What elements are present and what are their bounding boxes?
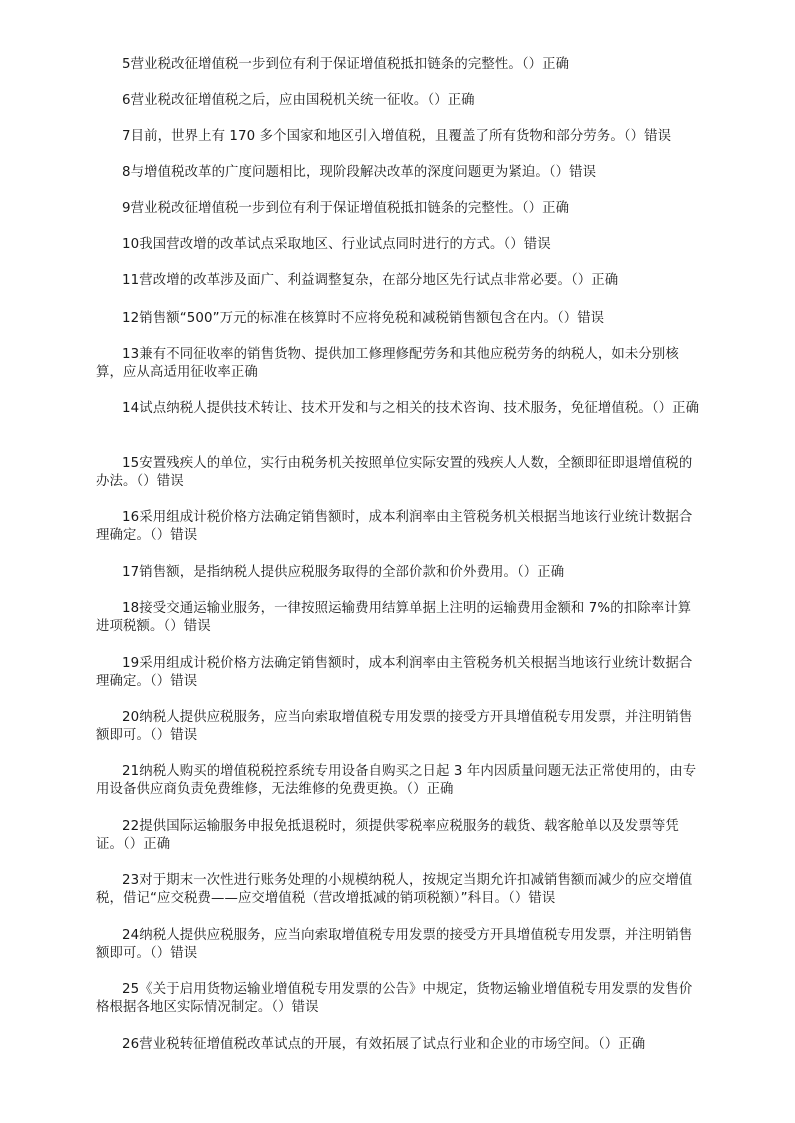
item-text: 8与增值税改革的广度问题相比，现阶段解决改革的深度问题更为紧迫。（）错误 [122, 165, 597, 180]
item-text: 25《关于启用货物运输业增值税专用发票的公告》中规定，货物运输业增值税专用发票的发售价格根据各地区实际情况制定。（）错误 [96, 982, 693, 1015]
item-text: 6营业税改征增值税之后，应由国税机关统一征收。（）正确 [122, 93, 475, 108]
item-text: 26营业税转征增值税改革试点的开展，有效拓展了试点行业和企业的市场空间。（）正确 [122, 1037, 646, 1052]
list-item [96, 346, 700, 382]
item-text: 24纳税人提供应税服务，应当向索取增值税专用发票的接受方开具增值税专用发票，并注明销售额即可。（）错误 [96, 928, 693, 961]
item-text: 16采用组成计税价格方法确定销售额时，成本利润率由主管税务机关根据当地该行业统计数据合理确定。（）错误 [96, 510, 693, 543]
list-item [122, 128, 702, 146]
list-item [96, 763, 700, 799]
item-text: 15安置残疾人的单位，实行由税务机关按照单位实际安置的残疾人人数，全额即征即退增值税的办法。（）错误 [96, 456, 693, 489]
list-item [96, 400, 700, 418]
list-item [122, 200, 702, 218]
item-text: 14试点纳税人提供技术转让、技术开发和与之相关的技术咨询、技术服务，免征增值税。（）正确 [122, 401, 700, 416]
list-item [96, 709, 700, 745]
item-text: 21纳税人购买的增值税税控系统专用设备自购买之日起 3 年内因质量问题无法正常使用的，由专用设备供应商负责免费维修，无法维修的免费更换。（）正确 [96, 764, 697, 797]
item-text: 10我国营改增的改革试点采取地区、行业试点同时进行的方式。（）错误 [122, 237, 551, 252]
list-item [96, 818, 700, 854]
list-item [96, 509, 700, 545]
item-text: 17销售额，是指纳税人提供应税服务取得的全部价款和价外费用。（）正确 [122, 565, 565, 580]
item-text: 18接受交通运输业服务，一律按照运输费用结算单据上注明的运输费用金额和 7%的扣除率计算进项税额。（）错误 [96, 601, 692, 634]
list-item [96, 927, 700, 963]
list-item [122, 1036, 702, 1054]
list-item [96, 655, 700, 691]
list-item [122, 92, 702, 110]
item-text: 12销售额“500”万元的标准在核算时不应将免税和减税销售额包含在内。（）错误 [122, 311, 605, 326]
item-text: 22提供国际运输服务申报免抵退税时，须提供零税率应税服务的载货、载客舱单以及发票等凭证。（）正确 [96, 819, 679, 852]
list-item [96, 455, 700, 491]
list-item [96, 981, 700, 1017]
list-item [122, 164, 702, 182]
item-text: 19采用组成计税价格方法确定销售额时，成本利润率由主管税务机关根据当地该行业统计数据合理确定。（）错误 [96, 656, 693, 689]
list-item [122, 56, 702, 74]
item-text: 20纳税人提供应税服务，应当向索取增值税专用发票的接受方开具增值税专用发票，并注明销售额即可。（）错误 [96, 710, 693, 743]
item-text: 9营业税改征增值税一步到位有利于保证增值税抵扣链条的完整性。（）正确 [122, 201, 570, 216]
item-text: 23对于期末一次性进行账务处理的小规模纳税人，按规定当期允许扣减销售额而减少的应交增值税，借记“应交税费——应交增值税（营改增抵减的销项税额）”科目。（）错误 [96, 873, 693, 906]
list-item [122, 272, 702, 290]
item-text: 7目前，世界上有 170 多个国家和地区引入增值税，且覆盖了所有货物和部分劳务。（）错误 [122, 129, 672, 144]
list-item [96, 872, 700, 908]
list-item [122, 564, 702, 582]
list-item [122, 236, 702, 254]
item-text: 11营改增的改革涉及面广、利益调整复杂，在部分地区先行试点非常必要。（）正确 [122, 273, 619, 288]
list-item [96, 600, 700, 636]
list-item [122, 310, 702, 328]
item-text: 5营业税改征增值税一步到位有利于保证增值税抵扣链条的完整性。（）正确 [122, 57, 570, 72]
item-text: 13兼有不同征收率的销售货物、提供加工修理修配劳务和其他应税劳务的纳税人，如未分别核算，应从高适用征收率正确 [96, 347, 679, 380]
